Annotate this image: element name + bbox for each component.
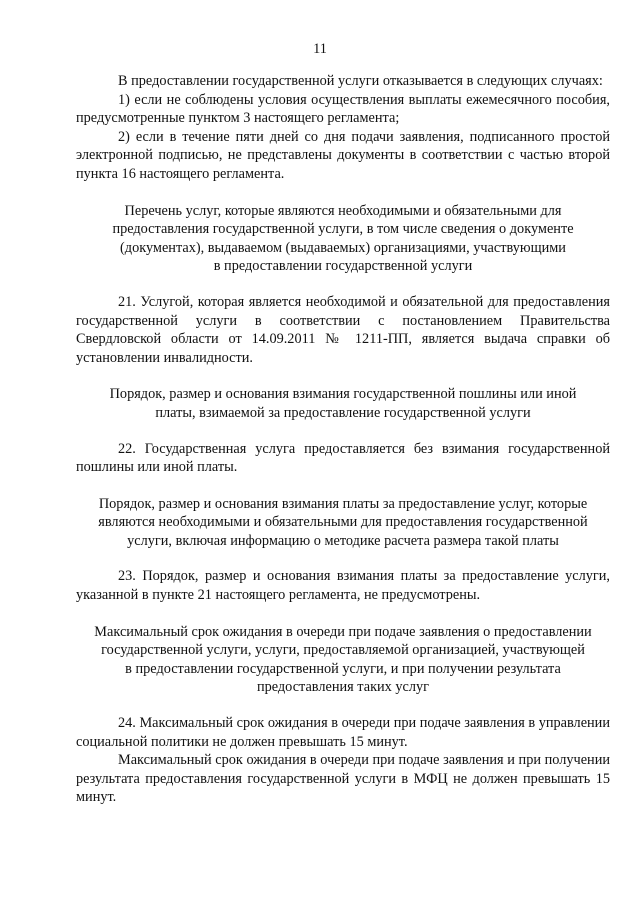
heading-line: государственной услуги, услуги, предоставляемой организацией, участвующей [101, 642, 585, 659]
state-fee-heading [70, 385, 616, 422]
fee-for-required-services-heading [70, 495, 616, 551]
heading-line: в предоставлении государственной услуги [213, 258, 473, 275]
required-services-heading [70, 202, 616, 276]
waiting-time-heading [70, 623, 616, 697]
page-number: 11 [313, 41, 327, 57]
refusal-intro-paragraph: В предоставлении государственной услуги отказывается в следующих случаях: [118, 73, 603, 89]
paragraph-24-second: Максимальный срок ожидания в очереди при подаче заявления и при получении результата предоставления государственной услуги в МФЦ не должен превышать 15 минут. [76, 752, 610, 806]
heading-line: Максимальный срок ожидания в очереди при подаче заявления о предоставлении [94, 623, 592, 640]
paragraph-21: 21. Услугой, которая является необходимой и обязательной для предоставления государственной услуги в соответствии с постановлением Правительства Свердловской области от 14.09.2011 № 1211-ПП, является выдача справки об установлении инвалидности. [76, 293, 610, 366]
heading-line: платы, взимаемой за предоставление государственной услуги [155, 404, 531, 421]
heading-line: являются необходимыми и обязательными для предоставления государственной [98, 514, 588, 531]
heading-line: Порядок, размер и основания взимания платы за предоставление услуг, которые [98, 495, 588, 512]
heading-line: предоставления государственной услуги, в том числе сведения о документе [112, 221, 574, 238]
heading-line: Перечень услуг, которые являются необходимыми и обязательными для [124, 202, 562, 219]
document-body [76, 72, 610, 807]
heading-line: услуги, включая информацию о методике расчета размера такой платы [127, 532, 559, 549]
heading-line: (документах), выдаваемом (выдаваемых) организациями, участвующими [120, 239, 566, 256]
refusal-item-1: 1) если не соблюдены условия осуществления выплаты ежемесячного пособия, предусмотренные пунктом 3 настоящего регламента; [76, 91, 610, 127]
heading-line: Порядок, размер и основания взимания государственной пошлины или иной [109, 386, 577, 403]
paragraph-24: 24. Максимальный срок ожидания в очереди при подаче заявления в управлении социальной политики не должен превышать 15 минут. [76, 715, 610, 750]
refusal-item-2: 2) если в течение пяти дней со дня подачи заявления, подписанного простой электронной подписью, не представлены документы в соответствии с частью второй пункта 16 настоящего регламента. [76, 128, 610, 182]
heading-line: в предоставлении государственной услуги, и при получении результата [125, 660, 561, 677]
paragraph-23: 23. Порядок, размер и основания взимания платы за предоставление услуги, указанной в пункте 21 настоящего регламента, не предусмотрены. [76, 568, 610, 604]
heading-line: предоставления таких услуг [256, 679, 430, 696]
paragraph-22: 22. Государственная услуга предоставляется без взимания государственной пошлины или иной платы. [76, 440, 610, 476]
